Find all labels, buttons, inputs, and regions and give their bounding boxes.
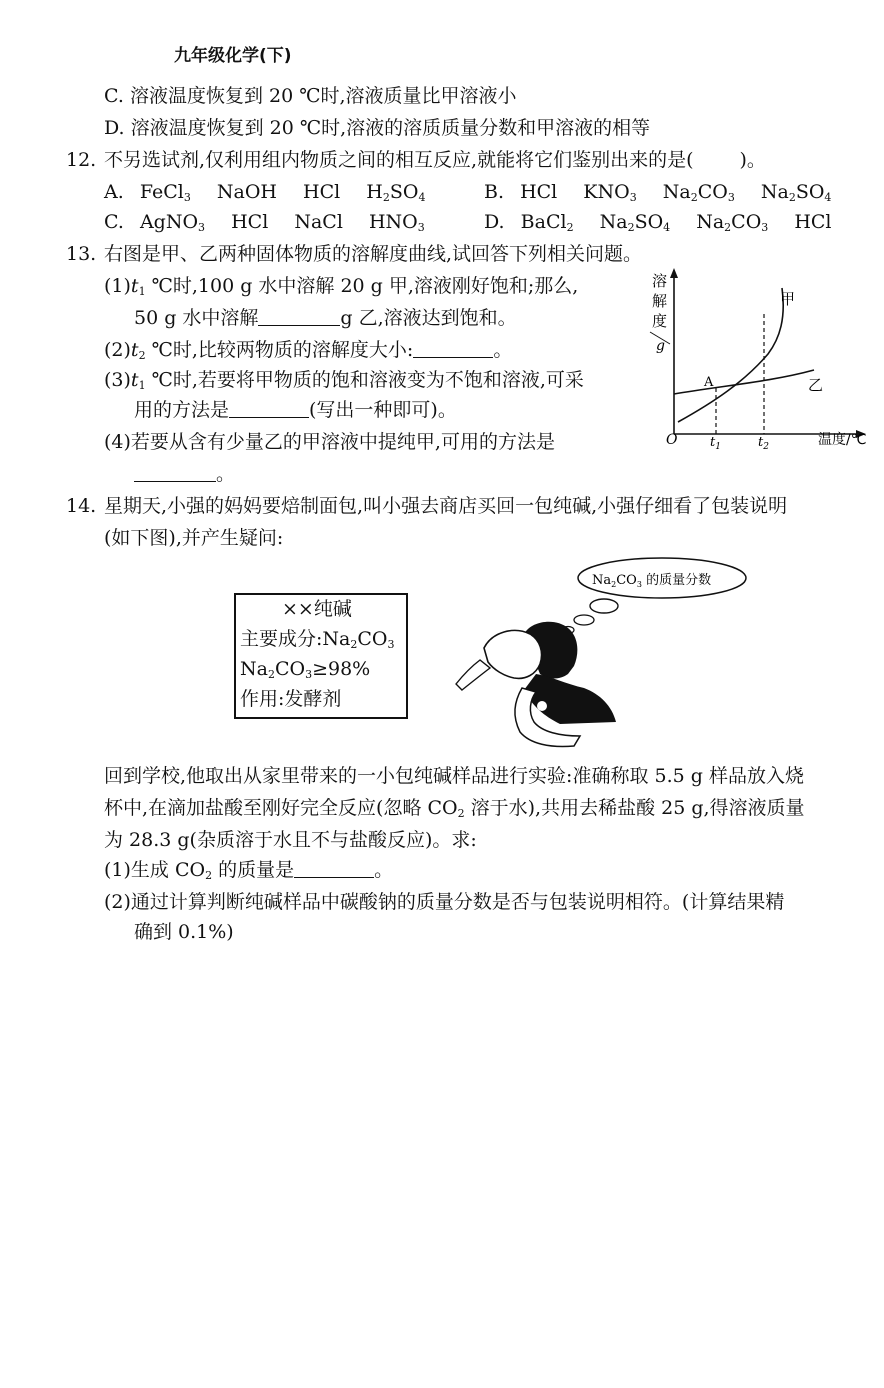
t2-symbol: t [758, 435, 764, 450]
q12-a-sub: 2 [382, 191, 390, 204]
purity-text: ≥98% [312, 658, 371, 680]
q14-p1-text: (1)生成 CO [104, 859, 206, 881]
q13-number: 13. [66, 243, 97, 265]
q12-d-sub: 4 [663, 221, 671, 234]
ylabel-char: 度 [652, 312, 668, 330]
q13-p1-text: g 乙,溶液达到饱和。 [340, 307, 517, 329]
q12-c-item: NaCl [294, 211, 343, 233]
origin-label: O [666, 432, 678, 448]
q12-option-a [104, 180, 425, 204]
package-function: 作用:发酵剂 [240, 688, 342, 710]
q13-t-symbol: t [130, 339, 139, 361]
q12-a-item: HCl [303, 181, 341, 203]
q13-t-symbol: t [130, 369, 139, 391]
q12-c-item: HCl [231, 211, 269, 233]
curve-yi [674, 370, 814, 394]
q12-b-sub: 4 [824, 191, 832, 204]
q11-option-d: D. 溶液温度恢复到 20 ℃时,溶液的溶质质量分数和甲溶液的相等 [104, 117, 651, 139]
q13-p4-answer-blank[interactable] [134, 463, 216, 482]
bubble-text: Na [592, 573, 612, 588]
q13-p2-answer-blank[interactable] [413, 339, 493, 358]
q13-t-sub: 1 [138, 379, 146, 392]
q14-para-line1: 回到学校,他取出从家里带来的一小包纯碱样品进行实验:准确称取 5.5 g 样品放入烧 [104, 765, 804, 787]
soda-package-label [234, 593, 408, 719]
q12-d-sub: 2 [724, 221, 732, 234]
q12-stem [104, 148, 766, 172]
thinking-boy-illustration [440, 556, 760, 756]
q14-para-line2 [104, 796, 805, 820]
xlabel: 温度/℃ [818, 432, 867, 448]
t1-label [710, 435, 721, 452]
q13-t-sub: 2 [138, 349, 146, 362]
q12-stem-pre: 不另选试剂,仅利用组内物质之间的相互反应,就能将它们鉴别出来的是( [104, 149, 694, 171]
q12-c-sub: 3 [417, 221, 425, 234]
shirt-button [537, 701, 547, 711]
bubble-sub: 2 [611, 580, 617, 589]
t1-symbol: t [710, 435, 716, 450]
package-purity [240, 657, 370, 681]
q12-d-item: CO [731, 211, 762, 233]
q12-option-d [484, 210, 832, 234]
curve-jia [678, 288, 783, 422]
q13-p1-text: 50 g 水中溶解 [134, 307, 259, 329]
ingredient-sub: 3 [387, 638, 395, 651]
q13-part3-line2 [134, 398, 457, 422]
q12-c-item: HNO [368, 211, 418, 233]
solubility-graph [640, 262, 880, 458]
q12-d-item: Na [599, 211, 628, 233]
q12-b-item: CO [697, 181, 728, 203]
curve-jia-label: 甲 [780, 290, 796, 308]
q14-part1 [104, 858, 393, 882]
q12-d-sub: 2 [566, 221, 574, 234]
q14-p1-text: 的质量是 [212, 859, 295, 881]
q12-b-item: Na [760, 181, 789, 203]
q13-p3-answer-blank[interactable] [229, 399, 309, 418]
t2-label [758, 435, 769, 452]
q13-p3-text: (写出一种即可)。 [309, 399, 457, 421]
q14-stem-line2: (如下图),并产生疑问: [104, 527, 284, 549]
q12-c-item: AgNO [139, 211, 199, 233]
q12-a-item: NaOH [216, 181, 277, 203]
q14-para-sub: 2 [457, 807, 465, 820]
q14-para-line3: 为 28.3 g(杂质溶于水且不与盐酸反应)。求: [104, 829, 477, 851]
q13-part4-line1: (4)若要从含有少量乙的甲溶液中提纯甲,可用的方法是 [104, 431, 555, 453]
q12-d-item: SO [634, 211, 664, 233]
q13-p1-answer-blank[interactable] [258, 307, 340, 326]
q13-part1-line2 [134, 306, 517, 330]
q13-part1-line1 [104, 274, 578, 298]
q12-option-b [484, 180, 831, 204]
q12-c-sub: 3 [198, 221, 206, 234]
q14-p1-end: 。 [374, 859, 394, 881]
q14-p1-answer-blank[interactable] [294, 859, 374, 878]
q12-a-item: FeCl [139, 181, 184, 203]
q13-t-sub: 1 [138, 285, 146, 298]
q12-d-sub: 3 [761, 221, 769, 234]
q12-number: 12. [66, 149, 97, 171]
q14-para-text: 杯中,在滴加盐酸至刚好完全反应(忽略 CO [104, 797, 458, 819]
q13-p2-prefix: (2) [104, 339, 131, 361]
package-name: ××纯碱 [282, 598, 352, 620]
ingredient-text: 主要成分:Na [240, 628, 351, 650]
q13-p3-text: ℃时,若要将甲物质的饱和溶液变为不饱和溶液,可采 [145, 369, 584, 391]
q14-number: 14. [66, 495, 97, 517]
q12-b-item: HCl [520, 181, 558, 203]
ylabel-unit: g [656, 338, 665, 354]
q13-p2-end: 。 [493, 339, 513, 361]
q14-part2-line1: (2)通过计算判断纯碱样品中碳酸钠的质量分数是否与包装说明相符。(计算结果精 [104, 891, 785, 913]
q13-p1-prefix: (1) [104, 275, 131, 297]
q13-part3-line1 [104, 368, 584, 392]
boy-face [484, 630, 542, 678]
q13-p2-text: ℃时,比较两物质的溶解度大小: [145, 339, 414, 361]
thought-bubble-text [592, 572, 711, 589]
curve-yi-label: 乙 [808, 376, 824, 394]
q12-a-sub: 3 [183, 191, 191, 204]
q12-option-a-label: A. [104, 181, 124, 203]
bubble-text: 的质量分数 [641, 573, 712, 588]
q13-p3-text: 用的方法是 [134, 399, 230, 421]
boy-pencil-hand [456, 660, 490, 690]
purity-sub: 2 [267, 668, 275, 681]
q12-b-sub: 3 [629, 191, 637, 204]
ylabel-char: 溶 [652, 272, 668, 290]
t1-sub: 1 [715, 442, 721, 452]
q12-b-sub: 2 [788, 191, 796, 204]
purity-sub: 3 [305, 668, 313, 681]
q14-para-text: 溶于水),共用去稀盐酸 25 g,得溶液质量 [464, 797, 805, 819]
q12-b-sub: 3 [727, 191, 735, 204]
page-header: 九年级化学(下) [174, 46, 292, 66]
q12-a-item: SO [389, 181, 419, 203]
q12-a-sub: 4 [418, 191, 426, 204]
q12-a-item: H [366, 181, 383, 203]
q12-option-c-label: C. [104, 211, 124, 233]
thought-dot [590, 599, 618, 613]
q13-t-symbol: t [130, 275, 139, 297]
q12-d-item: HCl [794, 211, 832, 233]
bubble-text: CO [616, 573, 637, 588]
q11-option-c: C. 溶液温度恢复到 20 ℃时,溶液质量比甲溶液小 [104, 85, 517, 107]
q12-b-item: SO [795, 181, 825, 203]
boy-shirt [524, 674, 616, 724]
q12-b-sub: 2 [690, 191, 698, 204]
q14-part2-line2: 确到 0.1%) [134, 921, 234, 943]
q13-part4-line2 [134, 462, 235, 486]
q12-b-item: KNO [583, 181, 630, 203]
thought-dot [574, 615, 594, 625]
q12-d-item: Na [696, 211, 725, 233]
q14-stem-line1: 星期天,小强的妈妈要焙制面包,叫小强去商店买回一包纯碱,小强仔细看了包装说明 [104, 495, 788, 517]
y-axis-arrow-icon [670, 268, 678, 278]
q13-p3-prefix: (3) [104, 369, 131, 391]
point-a-label: A [704, 375, 714, 390]
q12-option-d-label: D. [484, 211, 505, 233]
ingredient-sub: 2 [350, 638, 358, 651]
purity-text: CO [274, 658, 306, 680]
ylabel-char: 解 [652, 292, 668, 310]
q13-p4-end: 。 [216, 463, 236, 485]
q14-p1-sub: 2 [205, 869, 213, 882]
purity-text: Na [240, 658, 268, 680]
ingredient-text: CO [357, 628, 388, 650]
q12-option-b-label: B. [484, 181, 505, 203]
t2-sub: 2 [763, 442, 769, 452]
package-main-ingredient [240, 627, 394, 651]
q13-part2 [104, 338, 512, 362]
q12-b-item: Na [662, 181, 691, 203]
bubble-sub: 3 [636, 580, 642, 589]
q13-p1-text: ℃时,100 g 水中溶解 20 g 甲,溶液刚好饱和;那么, [145, 275, 579, 297]
q12-d-sub: 2 [627, 221, 635, 234]
q12-option-c [104, 210, 425, 234]
q12-stem-post: )。 [739, 149, 766, 171]
q12-d-item: BaCl [520, 211, 567, 233]
q13-stem: 右图是甲、乙两种固体物质的溶解度曲线,试回答下列相关问题。 [104, 243, 643, 265]
